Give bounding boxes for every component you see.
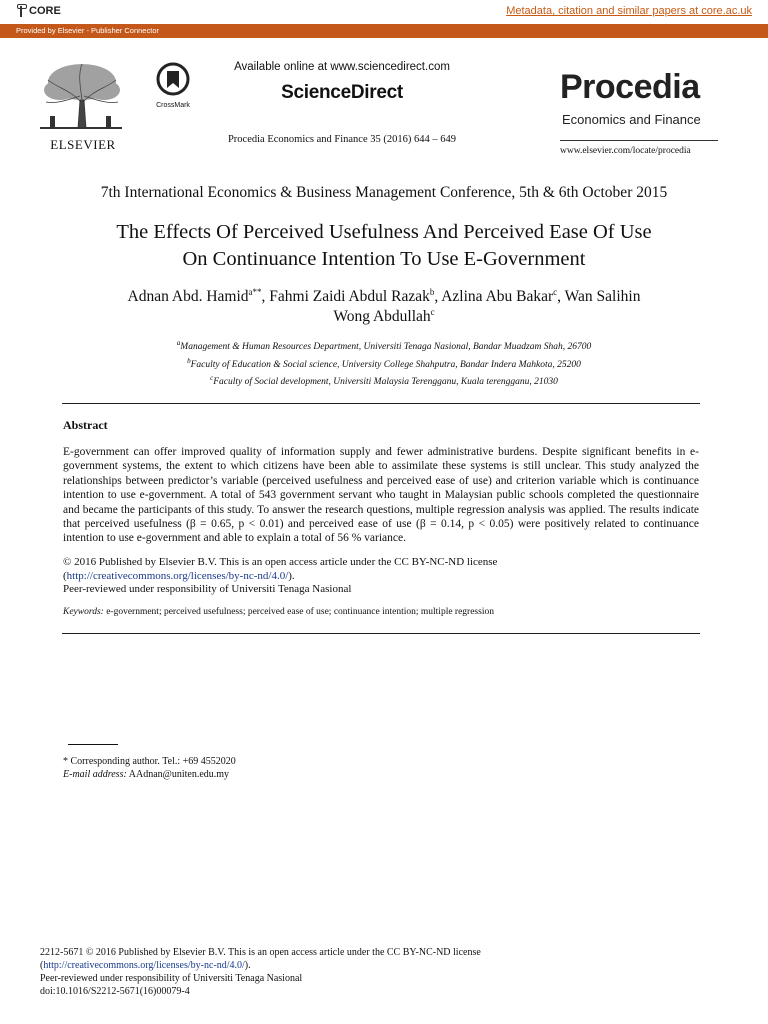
peer-review-line: Peer-reviewed under responsibility of Universiti Tenaga Nasional bbox=[63, 583, 352, 596]
footnote-block bbox=[63, 756, 236, 781]
core-logo[interactable] bbox=[16, 4, 61, 18]
author-2: , Fahmi Zaidi Abdul Razak bbox=[261, 288, 430, 305]
core-top-bar bbox=[0, 0, 768, 24]
crossmark-label: CrossMark bbox=[156, 102, 190, 109]
crossmark-icon bbox=[156, 62, 190, 96]
crossmark-badge[interactable] bbox=[150, 62, 196, 112]
author-4-cont: Wong Abdullah bbox=[333, 308, 431, 325]
abstract-body bbox=[63, 445, 699, 546]
procedia-logo: Procedia bbox=[560, 68, 700, 106]
author-2-sup: b bbox=[429, 286, 435, 297]
keywords-line bbox=[63, 607, 494, 617]
page-footer: 2212-5671 © 2016 Published by Elsevier B.V. This is an open access article under the CC BY-NC-ND license (http://creativecommons.org/licenses/by-nc-nd/4.0/). Peer-reviewed under responsibility of Universiti Tenaga Nasional doi:10.1016/S2212-5671(16)00079-4 bbox=[40, 947, 481, 997]
keywords-list: e-government; perceived usefulness; perceived ease of use; continuance intention; multiple regression bbox=[103, 607, 494, 617]
core-metadata-link[interactable]: Metadata, citation and similar papers at core.ac.uk bbox=[506, 5, 752, 17]
affiliation-a: $^a$Management & Human Resources Department, Universiti Tenaga Nasional, Bandar Muadzam Shah, 26700 bbox=[176, 339, 592, 353]
available-online-text: Available online at www.sciencedirect.com bbox=[234, 61, 450, 73]
license-line: © 2016 Published by Elsevier B.V. This is an open access article under the CC BY-NC-ND license bbox=[63, 556, 498, 568]
paper-title bbox=[60, 219, 708, 273]
footnote-rule bbox=[68, 744, 118, 745]
core-icon bbox=[16, 4, 26, 18]
sciencedirect-logo: ScienceDirect bbox=[281, 82, 403, 103]
email-label: E-mail address: bbox=[63, 768, 127, 780]
procedia-subtitle: Economics and Finance bbox=[562, 112, 701, 127]
author-3-sup: c bbox=[553, 286, 558, 297]
email-address[interactable]: AAdnan@uniten.edu.my bbox=[126, 768, 230, 780]
provider-text: Provided by Elsevier - Publisher Connector bbox=[16, 26, 159, 35]
provider-bar bbox=[0, 24, 768, 38]
abstract-top-rule bbox=[62, 403, 700, 404]
affiliation-b: $^b$Faculty of Education & Social science, University College Shahputra, Bandar Indera Mahkota, 25200 bbox=[187, 356, 581, 370]
footer-license: 2212-5671 © 2016 Published by Elsevier B.V. This is an open access article under the CC BY-NC-ND license bbox=[40, 947, 481, 958]
procedia-url[interactable]: www.elsevier.com/locate/procedia bbox=[560, 146, 691, 156]
conference-line: 7th International Economics & Business Management Conference, 5th & 6th October 2015 bbox=[100, 184, 668, 201]
affiliation-c: $^c$Faculty of Social development, Universiti Malaysia Terengganu, Kuala terengganu, 21030 bbox=[210, 374, 558, 388]
elsevier-logo bbox=[40, 60, 126, 150]
elsevier-wordmark: ELSEVIER bbox=[50, 137, 116, 152]
abstract-heading: Abstract bbox=[63, 418, 108, 432]
journal-citation: Procedia Economics and Finance 35 (2016) 644 – 649 bbox=[227, 134, 457, 145]
affiliations bbox=[60, 337, 708, 390]
procedia-divider bbox=[560, 140, 718, 141]
author-4-sup: c bbox=[430, 306, 435, 317]
title-line-2: On Continuance Intention To Use E-Government bbox=[182, 248, 586, 270]
footer-license-url-link[interactable]: http://creativecommons.org/licenses/by-nc-nd/4.0/ bbox=[43, 960, 245, 971]
title-line-1: The Effects Of Perceived Usefulness And Perceived Ease Of Use bbox=[116, 221, 652, 243]
author-list bbox=[60, 287, 708, 327]
core-logo-text: CORE bbox=[29, 5, 61, 17]
abstract-bottom-rule bbox=[62, 633, 700, 634]
license-url-link[interactable]: http://creativecommons.org/licenses/by-nc-nd/4.0/ bbox=[66, 569, 289, 582]
keywords-label: Keywords: bbox=[63, 607, 104, 617]
footer-peer-review: Peer-reviewed under responsibility of Universiti Tenaga Nasional bbox=[40, 973, 303, 984]
elsevier-tree-icon bbox=[40, 60, 122, 130]
footer-doi: doi:10.1016/S2212-5671(16)00079-4 bbox=[40, 986, 190, 997]
author-1-sup: a** bbox=[248, 286, 262, 297]
license-block: © 2016 Published by Elsevier B.V. This is an open access article under the CC BY-NC-ND license (http://creativecommons.org/licenses/by-nc-nd/4.0/). Peer-reviewed under responsibility of Universiti Tenaga Nasional bbox=[63, 556, 699, 597]
corresponding-author: * Corresponding author. Tel.: +69 4552020 bbox=[63, 756, 236, 767]
author-3: , Azlina Abu Bakar bbox=[434, 288, 554, 305]
author-1: Adnan Abd. Hamid bbox=[127, 288, 249, 305]
abstract-text: E-government can offer improved quality of information supply and fewer administrative burdens. Despite significant benefits in e-government systems, the extent to which citizens have been able to assimilate these systems is still unclear. This study analyzed the relationships between predictor’s variable (perceived usefulness and perceived ease of use) and criterion variable which is continuance intention to use e-government. A total of 543 government servant who taught in Malaysian public schools completed the questionnaire and became the participants of this study. To answer the research questions, multiple regression analysis was applied. The results indicate that perceived usefulness (β = 0.65, p < 0.01) and perceived ease of use (β = 0.14, p < 0.05) were positively related to continuance intention to use e-government and able to explain a total of 56 % variance. bbox=[63, 446, 699, 545]
author-4: , Wan Salihin bbox=[557, 288, 641, 305]
